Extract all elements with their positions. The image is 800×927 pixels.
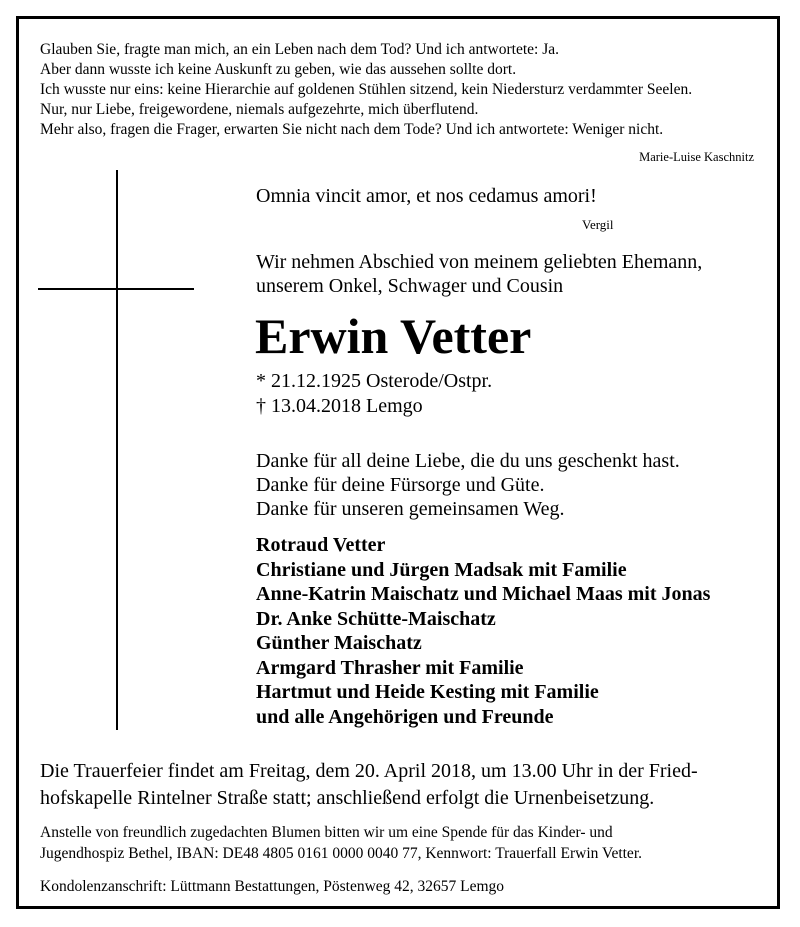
poem bbox=[40, 40, 770, 140]
mourner: Rotraud Vetter bbox=[256, 534, 386, 556]
life-dates bbox=[256, 369, 492, 419]
thanks-line: Danke für all deine Liebe, die du uns geschenkt hast. bbox=[256, 450, 680, 472]
latin-quote: Omnia vincit amor, et nos cedamus amori! bbox=[256, 185, 597, 207]
mourner: Günther Maischatz bbox=[256, 632, 422, 654]
donation-line: Anstelle von freundlich zugedachten Blumen bitten wir um eine Spende für das Kinder- und bbox=[40, 824, 613, 841]
farewell-line: unserem Onkel, Schwager und Cousin bbox=[256, 275, 564, 297]
poem-line: Mehr also, fragen die Frager, erwarten Sie nicht nach dem Tode? Und ich antwortete: Weniger nicht. bbox=[40, 121, 664, 138]
cross-vertical-bar bbox=[116, 170, 118, 730]
thanks-text bbox=[256, 449, 680, 521]
death-date: † 13.04.2018 Lemgo bbox=[256, 395, 423, 417]
mourner: Anne-Katrin Maischatz und Michael Maas mit Jonas bbox=[256, 583, 711, 605]
donation-line: Jugendhospiz Bethel, IBAN: DE48 4805 0161 0000 0040 77, Kennwort: Trauerfall Erwin Vetter. bbox=[40, 845, 642, 862]
quote-author: Vergil bbox=[582, 217, 614, 232]
farewell-text bbox=[256, 250, 702, 298]
funeral-line: Die Trauerfeier findet am Freitag, dem 20. April 2018, um 13.00 Uhr in der Fried- bbox=[40, 760, 698, 782]
mourner: Christiane und Jürgen Madsak mit Familie bbox=[256, 558, 627, 581]
deceased-name: Erwin Vetter bbox=[255, 308, 532, 364]
cross-horizontal-bar bbox=[38, 288, 194, 290]
mourners-list bbox=[256, 533, 710, 729]
poem-line: Glauben Sie, fragte man mich, an ein Leben nach dem Tod? Und ich antwortete: Ja. bbox=[40, 41, 559, 58]
farewell-line: Wir nehmen Abschied von meinem geliebten Ehemann, bbox=[256, 251, 703, 273]
condolence-address: Kondolenzanschrift: Lüttmann Bestattungen, Pöstenweg 42, 32657 Lemgo bbox=[40, 878, 505, 895]
funeral-notice bbox=[40, 758, 698, 812]
donation-notice bbox=[40, 822, 642, 864]
mourner: und alle Angehörigen und Freunde bbox=[256, 705, 554, 728]
thanks-line: Danke für deine Fürsorge und Güte. bbox=[256, 474, 545, 496]
mourner: Dr. Anke Schütte-Maischatz bbox=[256, 607, 496, 630]
birth-date: * 21.12.1925 Osterode/Ostpr. bbox=[256, 370, 493, 392]
thanks-line: Danke für unseren gemeinsamen Weg. bbox=[256, 498, 565, 520]
poem-line: Nur, nur Liebe, freigewordene, niemals aufgezehrte, mich überflutend. bbox=[40, 101, 479, 118]
mourner: Hartmut und Heide Kesting mit Familie bbox=[256, 681, 599, 703]
poem-line: Aber dann wusste ich keine Auskunft zu geben, wie das aussehen sollte dort. bbox=[40, 61, 517, 78]
poem-line: Ich wusste nur eins: keine Hierarchie auf goldenen Stühlen sitzend, kein Niedersturz verdammter Seelen. bbox=[40, 81, 693, 98]
poem-author: Marie-Luise Kaschnitz bbox=[639, 150, 754, 164]
mourner: Armgard Thrasher mit Familie bbox=[256, 656, 524, 679]
funeral-line: hofskapelle Rintelner Straße statt; anschließend erfolgt die Urnenbeisetzung. bbox=[40, 787, 655, 809]
